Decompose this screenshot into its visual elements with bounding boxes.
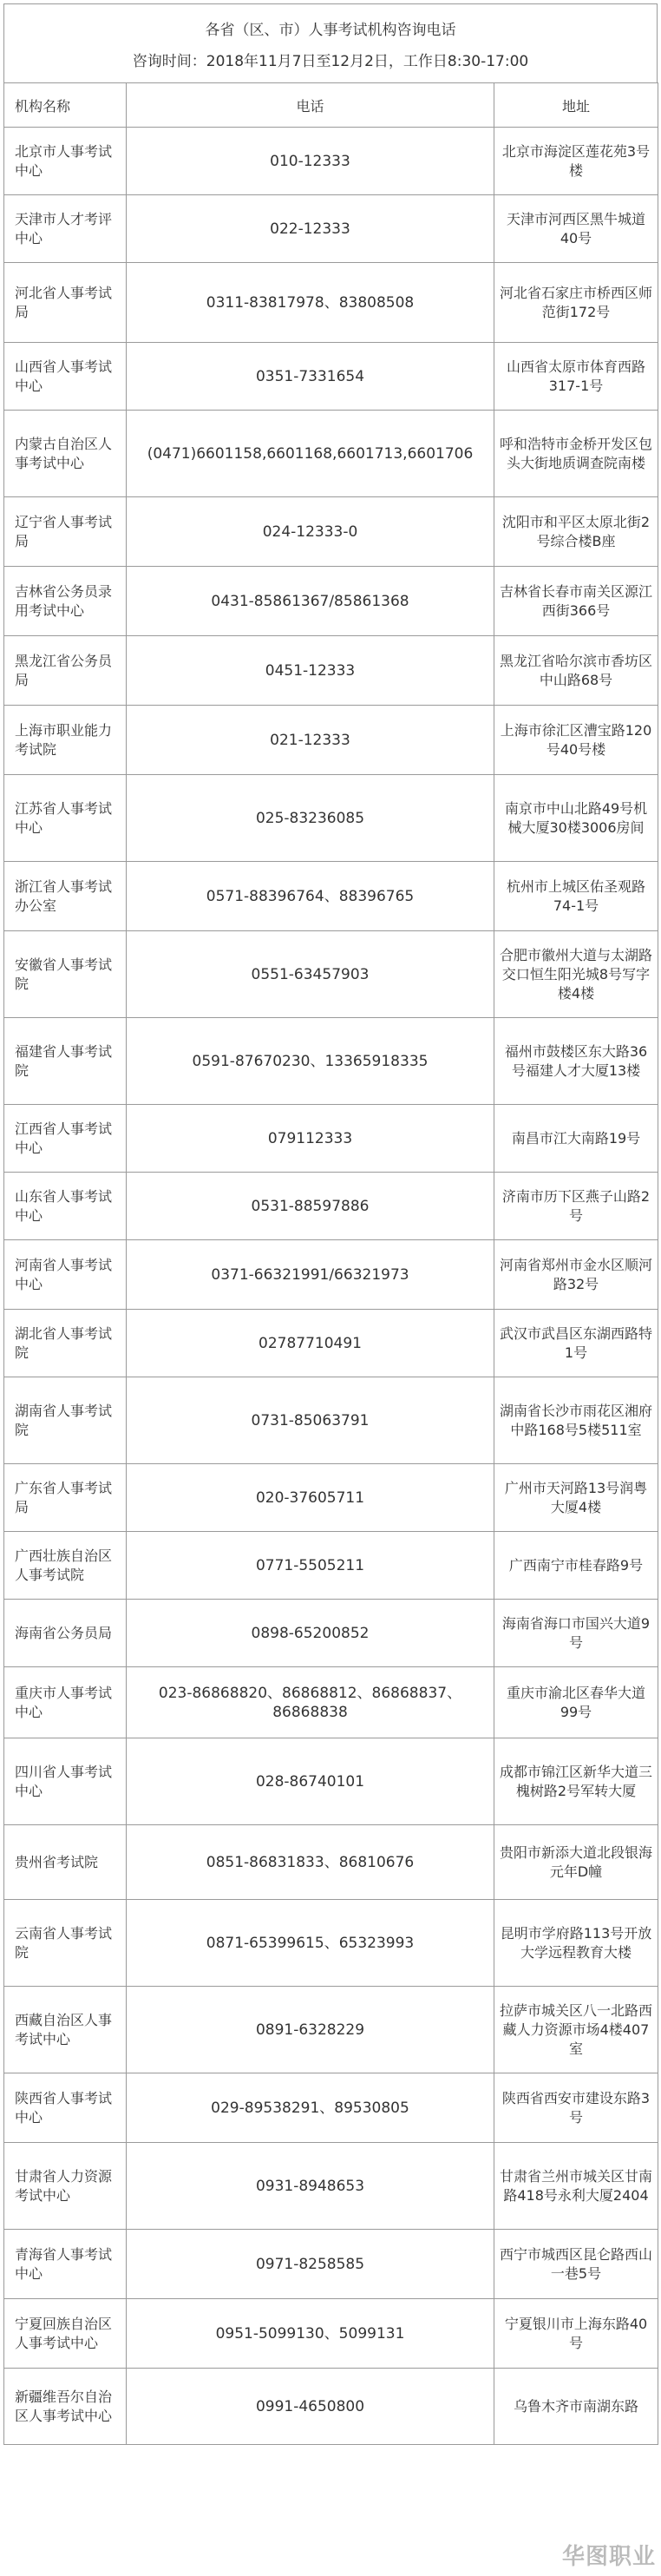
table-row — [4, 2073, 658, 2143]
address: 山西省太原市体育西路317-1号 — [494, 343, 658, 411]
address: 河北省石家庄市桥西区师范街172号 — [494, 263, 658, 343]
table-row — [4, 195, 658, 263]
institution-name: 广西壮族自治区人事考试院 — [4, 1532, 127, 1600]
phone-number: 079112333 — [127, 1105, 494, 1173]
table-row — [4, 1240, 658, 1310]
table-row — [4, 2299, 658, 2369]
table-row — [4, 1173, 658, 1240]
address: 西宁市城西区昆仑路西山一巷5号 — [494, 2230, 658, 2299]
table-row — [4, 2230, 658, 2299]
address: 沈阳市和平区太原北街2号综合楼B座 — [494, 497, 658, 567]
page-title: 各省（区、市）人事考试机构咨询电话 — [205, 22, 456, 39]
table-header-row — [4, 83, 658, 128]
phone-number: 0971-8258585 — [127, 2230, 494, 2299]
phone-number: 0731-85063791 — [127, 1377, 494, 1464]
institution-name: 新疆维吾尔自治区人事考试中心 — [4, 2369, 127, 2445]
table-row — [4, 1105, 658, 1173]
phone-number: 020-37605711 — [127, 1464, 494, 1532]
institution-name: 广东省人事考试局 — [4, 1464, 127, 1532]
address: 吉林省长春市南关区源江西街366号 — [494, 567, 658, 636]
address: 湖南省长沙市雨花区湘府中路168号5楼511室 — [494, 1377, 658, 1464]
institution-name: 北京市人事考试中心 — [4, 128, 127, 195]
contact-sheet — [3, 3, 658, 2445]
institution-name: 贵州省考试院 — [4, 1825, 127, 1900]
phone-number: 0851-86831833、86810676 — [127, 1825, 494, 1900]
column-header-phone: 电话 — [127, 83, 494, 128]
address: 宁夏银川市上海东路40号 — [494, 2299, 658, 2369]
table-row — [4, 1738, 658, 1825]
table-row — [4, 706, 658, 775]
phone-number: 02787710491 — [127, 1310, 494, 1377]
phone-number: 0311-83817978、83808508 — [127, 263, 494, 343]
institution-name: 福建省人事考试院 — [4, 1018, 127, 1105]
institution-name: 江西省人事考试中心 — [4, 1105, 127, 1173]
address: 昆明市学府路113号开放大学远程教育大楼 — [494, 1900, 658, 1987]
institution-name: 云南省人事考试院 — [4, 1900, 127, 1987]
address: 广州市天河路13号润粤大厦4楼 — [494, 1464, 658, 1532]
table-row — [4, 931, 658, 1018]
address: 拉萨市城关区八一北路西藏人力资源市场4楼407室 — [494, 1987, 658, 2073]
table-row — [4, 1532, 658, 1600]
address: 上海市徐汇区漕宝路120号40号楼 — [494, 706, 658, 775]
table-row — [4, 1987, 658, 2073]
table-row — [4, 1600, 658, 1667]
phone-number: 025-83236085 — [127, 775, 494, 862]
address: 天津市河西区黑牛城道40号 — [494, 195, 658, 263]
institution-name: 天津市人才考评中心 — [4, 195, 127, 263]
table-row — [4, 2143, 658, 2230]
institution-name: 重庆市人事考试中心 — [4, 1667, 127, 1738]
phone-number: (0471)6601158,6601168,6601713,6601706 — [127, 411, 494, 497]
phone-number: 0891-6328229 — [127, 1987, 494, 2073]
column-header-address: 地址 — [494, 83, 658, 128]
institution-name: 陕西省人事考试中心 — [4, 2073, 127, 2143]
address: 广西南宁市桂春路9号 — [494, 1532, 658, 1600]
address: 海南省海口市国兴大道9号 — [494, 1600, 658, 1667]
table-row — [4, 1464, 658, 1532]
institution-name: 山西省人事考试中心 — [4, 343, 127, 411]
watermark-logo: 华图职业 — [561, 2544, 656, 2570]
institution-name: 四川省人事考试中心 — [4, 1738, 127, 1825]
institution-name: 宁夏回族自治区人事考试中心 — [4, 2299, 127, 2369]
phone-number: 0371-66321991/66321973 — [127, 1240, 494, 1310]
address: 武汉市武昌区东湖西路特1号 — [494, 1310, 658, 1377]
table-body — [4, 128, 658, 2445]
address: 黑龙江省哈尔滨市香坊区中山路68号 — [494, 636, 658, 706]
address: 甘肃省兰州市城关区甘南路418号永利大厦2404 — [494, 2143, 658, 2230]
phone-number: 023-86868820、86868812、86868837、86868838 — [127, 1667, 494, 1738]
table-row — [4, 1900, 658, 1987]
title-block — [3, 3, 658, 82]
phone-number: 0991-4650800 — [127, 2369, 494, 2445]
phone-number: 022-12333 — [127, 195, 494, 263]
institution-name: 山东省人事考试中心 — [4, 1173, 127, 1240]
institution-name: 西藏自治区人事考试中心 — [4, 1987, 127, 2073]
institution-name: 海南省公务员局 — [4, 1600, 127, 1667]
phone-number: 0531-88597886 — [127, 1173, 494, 1240]
institution-name: 安徽省人事考试院 — [4, 931, 127, 1018]
phone-number: 0898-65200852 — [127, 1600, 494, 1667]
table-row — [4, 263, 658, 343]
address: 南昌市江大南路19号 — [494, 1105, 658, 1173]
contact-table — [3, 82, 658, 2445]
phone-number: 0351-7331654 — [127, 343, 494, 411]
institution-name: 河南省人事考试中心 — [4, 1240, 127, 1310]
phone-number: 028-86740101 — [127, 1738, 494, 1825]
institution-name: 辽宁省人事考试局 — [4, 497, 127, 567]
table-row — [4, 1310, 658, 1377]
address: 重庆市渝北区春华大道99号 — [494, 1667, 658, 1738]
phone-number: 024-12333-0 — [127, 497, 494, 567]
institution-name: 湖南省人事考试院 — [4, 1377, 127, 1464]
institution-name: 河北省人事考试局 — [4, 263, 127, 343]
address: 成都市锦江区新华大道三槐树路2号军转大厦 — [494, 1738, 658, 1825]
institution-name: 内蒙古自治区人事考试中心 — [4, 411, 127, 497]
table-row — [4, 567, 658, 636]
phone-number: 0871-65399615、65323993 — [127, 1900, 494, 1987]
address: 南京市中山北路49号机械大厦30楼3006房间 — [494, 775, 658, 862]
consult-time: 咨询时间：2018年11月7日至12月2日，工作日8:30-17:00 — [132, 53, 529, 70]
table-row — [4, 1377, 658, 1464]
address: 陕西省西安市建设东路3号 — [494, 2073, 658, 2143]
table-row — [4, 636, 658, 706]
address: 呼和浩特市金桥开发区包头大街地质调查院南楼 — [494, 411, 658, 497]
table-row — [4, 1667, 658, 1738]
address: 合肥市徽州大道与太湖路交口恒生阳光城8号写字楼4楼 — [494, 931, 658, 1018]
address: 济南市历下区燕子山路2号 — [494, 1173, 658, 1240]
table-row — [4, 497, 658, 567]
address: 贵阳市新添大道北段银海元年D幢 — [494, 1825, 658, 1900]
column-header-name: 机构名称 — [4, 83, 127, 128]
phone-number: 0451-12333 — [127, 636, 494, 706]
table-row — [4, 128, 658, 195]
address: 福州市鼓楼区东大路36号福建人才大厦13楼 — [494, 1018, 658, 1105]
table-row — [4, 775, 658, 862]
phone-number: 0591-87670230、13365918335 — [127, 1018, 494, 1105]
institution-name: 上海市职业能力考试院 — [4, 706, 127, 775]
institution-name: 浙江省人事考试办公室 — [4, 862, 127, 931]
institution-name: 湖北省人事考试院 — [4, 1310, 127, 1377]
table-row — [4, 862, 658, 931]
phone-number: 0551-63457903 — [127, 931, 494, 1018]
table-row — [4, 1825, 658, 1900]
phone-number: 0931-8948653 — [127, 2143, 494, 2230]
institution-name: 黑龙江省公务员局 — [4, 636, 127, 706]
address: 杭州市上城区佑圣观路74-1号 — [494, 862, 658, 931]
institution-name: 吉林省公务员录用考试中心 — [4, 567, 127, 636]
phone-number: 0951-5099130、5099131 — [127, 2299, 494, 2369]
address: 北京市海淀区莲花苑3号楼 — [494, 128, 658, 195]
institution-name: 青海省人事考试中心 — [4, 2230, 127, 2299]
phone-number: 010-12333 — [127, 128, 494, 195]
phone-number: 0771-5505211 — [127, 1532, 494, 1600]
phone-number: 029-89538291、89530805 — [127, 2073, 494, 2143]
table-row — [4, 2369, 658, 2445]
address: 河南省郑州市金水区顺河路32号 — [494, 1240, 658, 1310]
table-row — [4, 343, 658, 411]
table-row — [4, 411, 658, 497]
institution-name: 江苏省人事考试中心 — [4, 775, 127, 862]
institution-name: 甘肃省人力资源考试中心 — [4, 2143, 127, 2230]
phone-number: 0571-88396764、88396765 — [127, 862, 494, 931]
address: 乌鲁木齐市南湖东路 — [494, 2369, 658, 2445]
phone-number: 0431-85861367/85861368 — [127, 567, 494, 636]
phone-number: 021-12333 — [127, 706, 494, 775]
table-row — [4, 1018, 658, 1105]
